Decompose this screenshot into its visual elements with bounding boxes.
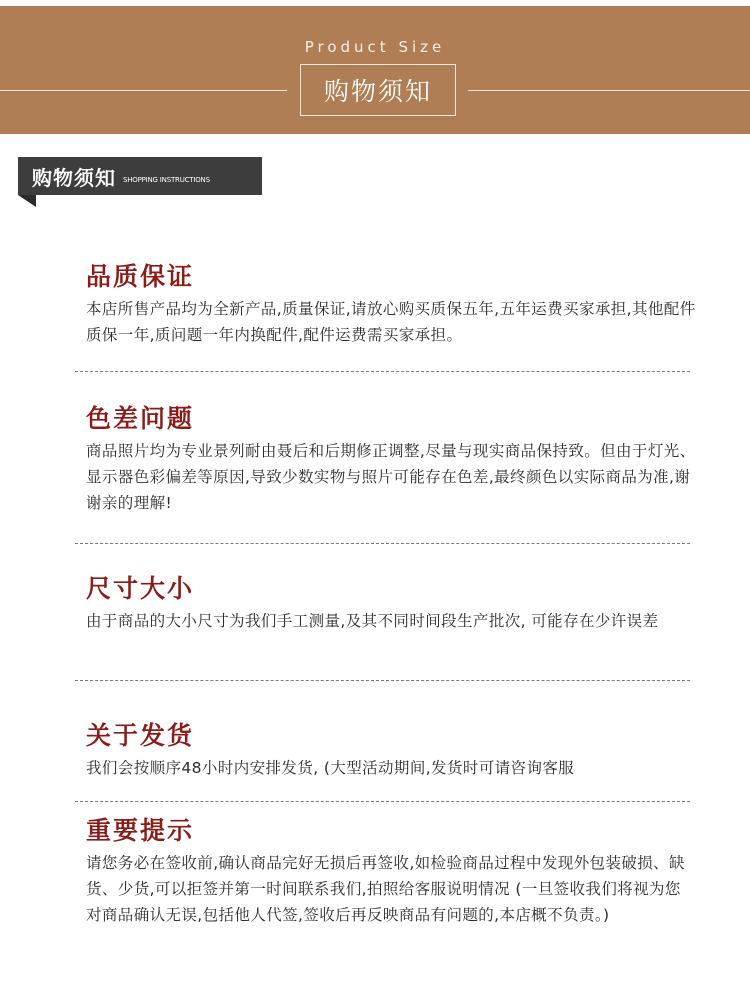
divider xyxy=(75,371,690,372)
section-quality xyxy=(86,262,696,348)
section-title: 重要提示 xyxy=(86,816,195,845)
banner-line-right xyxy=(468,90,750,91)
section-title: 色差问题 xyxy=(86,404,195,433)
section-size xyxy=(86,574,696,634)
section-body: 请您务必在签收前,确认商品完好无损后再签收,如检验商品过程中发现外包装破损、缺货、少货,可以拒签并第一时间联系我们,拍照给客服说明情况 (一旦签收我们将视为您对商品确认无误,包括他人代签,签收后再反映商品有问题的,本店概不负责。) xyxy=(86,854,685,924)
section-body: 由于商品的大小尺寸为我们手工测量,及其不同时间段生产批次, 可能存在少许误差 xyxy=(86,612,659,630)
header-banner xyxy=(0,6,750,134)
section-tag xyxy=(18,157,262,195)
divider xyxy=(75,543,690,544)
section-important-notice xyxy=(86,816,696,928)
section-body: 我们会按顺序48小时内安排发货, (大型活动期间,发货时可请咨询客服 xyxy=(86,759,575,777)
section-color-difference xyxy=(86,404,696,516)
section-body: 商品照片均为专业景列耐由聂后和后期修正调整,尽量与现实商品保持致。但由于灯光、显示器色彩偏差等原因,导致少数实物与照片可能存在色差,最终颜色以实际商品为准,谢谢亲的理解! xyxy=(86,442,696,512)
section-title: 尺寸大小 xyxy=(86,574,195,603)
section-body: 本店所售产品均为全新产品,质量保证,请放心购买质保五年,五年运费买家承担,其他配件质保一年,质问题一年内换配件,配件运费需买家承担。 xyxy=(86,300,696,344)
banner-subtitle: Product Size xyxy=(304,38,446,56)
banner-title-box xyxy=(300,64,456,116)
tag-title: 购物须知 xyxy=(32,165,116,190)
banner-line-left xyxy=(0,90,287,91)
section-title: 品质保证 xyxy=(86,262,195,291)
tag-subtitle: SHOPPING INSTRUCTIONS xyxy=(123,175,210,184)
tag-fold xyxy=(18,195,36,207)
section-shipping xyxy=(86,721,696,781)
divider xyxy=(75,680,690,681)
divider xyxy=(75,801,690,802)
section-title: 关于发货 xyxy=(86,721,195,750)
banner-title: 购物须知 xyxy=(323,77,432,106)
